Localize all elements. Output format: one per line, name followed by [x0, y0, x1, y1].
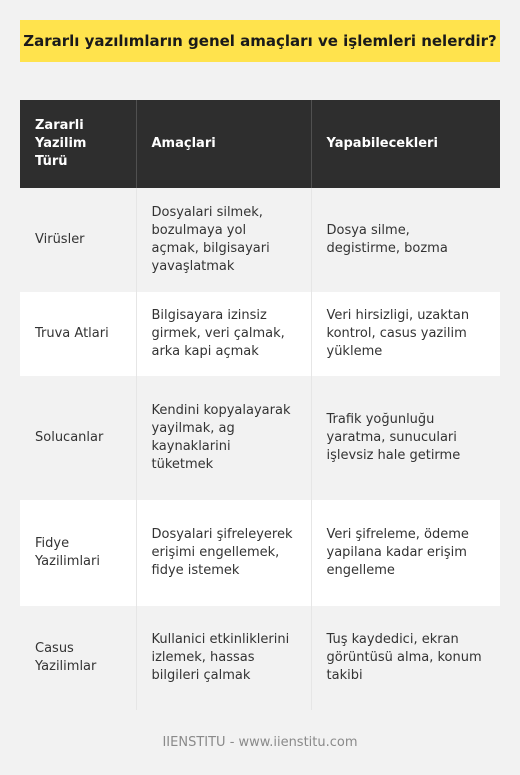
malware-table: [20, 100, 500, 710]
cell-purpose: Bilgisayara izinsiz girmek, veri çalmak, arka kapi açmak: [136, 292, 311, 376]
cell-type: Casus Yazilimlar: [20, 606, 136, 710]
table-row: [20, 376, 500, 500]
cell-purpose: Kendini kopyalayarak yayilmak, ag kaynaklarini tüketmek: [136, 376, 311, 500]
cell-capabilities: Veri hirsizligi, uzaktan kontrol, casus yazilim yükleme: [326, 308, 470, 359]
title-banner: [20, 20, 500, 62]
table-header-row: [20, 100, 500, 188]
column-header-purpose: Amaçlari: [136, 100, 311, 188]
cell-purpose: Kullanici etkinliklerini izlemek, hassas bilgileri çalmak: [136, 606, 311, 710]
table-row: [20, 606, 500, 710]
column-header-capabilities: Yapabilecekleri: [326, 136, 438, 151]
cell-capabilities: Dosya silme, degistirme, bozma: [326, 223, 448, 256]
footer-credit: IIENSTITU - www.iienstitu.com: [162, 735, 358, 750]
cell-purpose: Dosyalari silmek, bozulmaya yol açmak, bilgisayari yavaşlatmak: [136, 188, 311, 292]
table-row: [20, 500, 500, 606]
cell-type: Virüsler: [20, 188, 136, 292]
cell-capabilities: Trafik yoğunluğu yaratma, sunuculari işlevsiz hale getirme: [326, 412, 461, 463]
cell-purpose: Dosyalari şifreleyerek erişimi engellemek, fidye istemek: [136, 500, 311, 606]
table-row: [20, 188, 500, 292]
cell-type: Truva Atlari: [20, 292, 136, 376]
cell-capabilities: Tuş kaydedici, ekran görüntüsü alma, konum takibi: [326, 632, 482, 683]
column-header-type: Zararli Yazilim Türü: [20, 100, 136, 188]
cell-type: Solucanlar: [20, 376, 136, 500]
table-row: [20, 292, 500, 376]
cell-capabilities: Veri şifreleme, ödeme yapilana kadar erişim engelleme: [326, 527, 469, 578]
cell-type: Fidye Yazilimlari: [20, 500, 136, 606]
page-title: Zararlı yazılımların genel amaçları ve işlemleri nelerdir?: [23, 32, 497, 50]
